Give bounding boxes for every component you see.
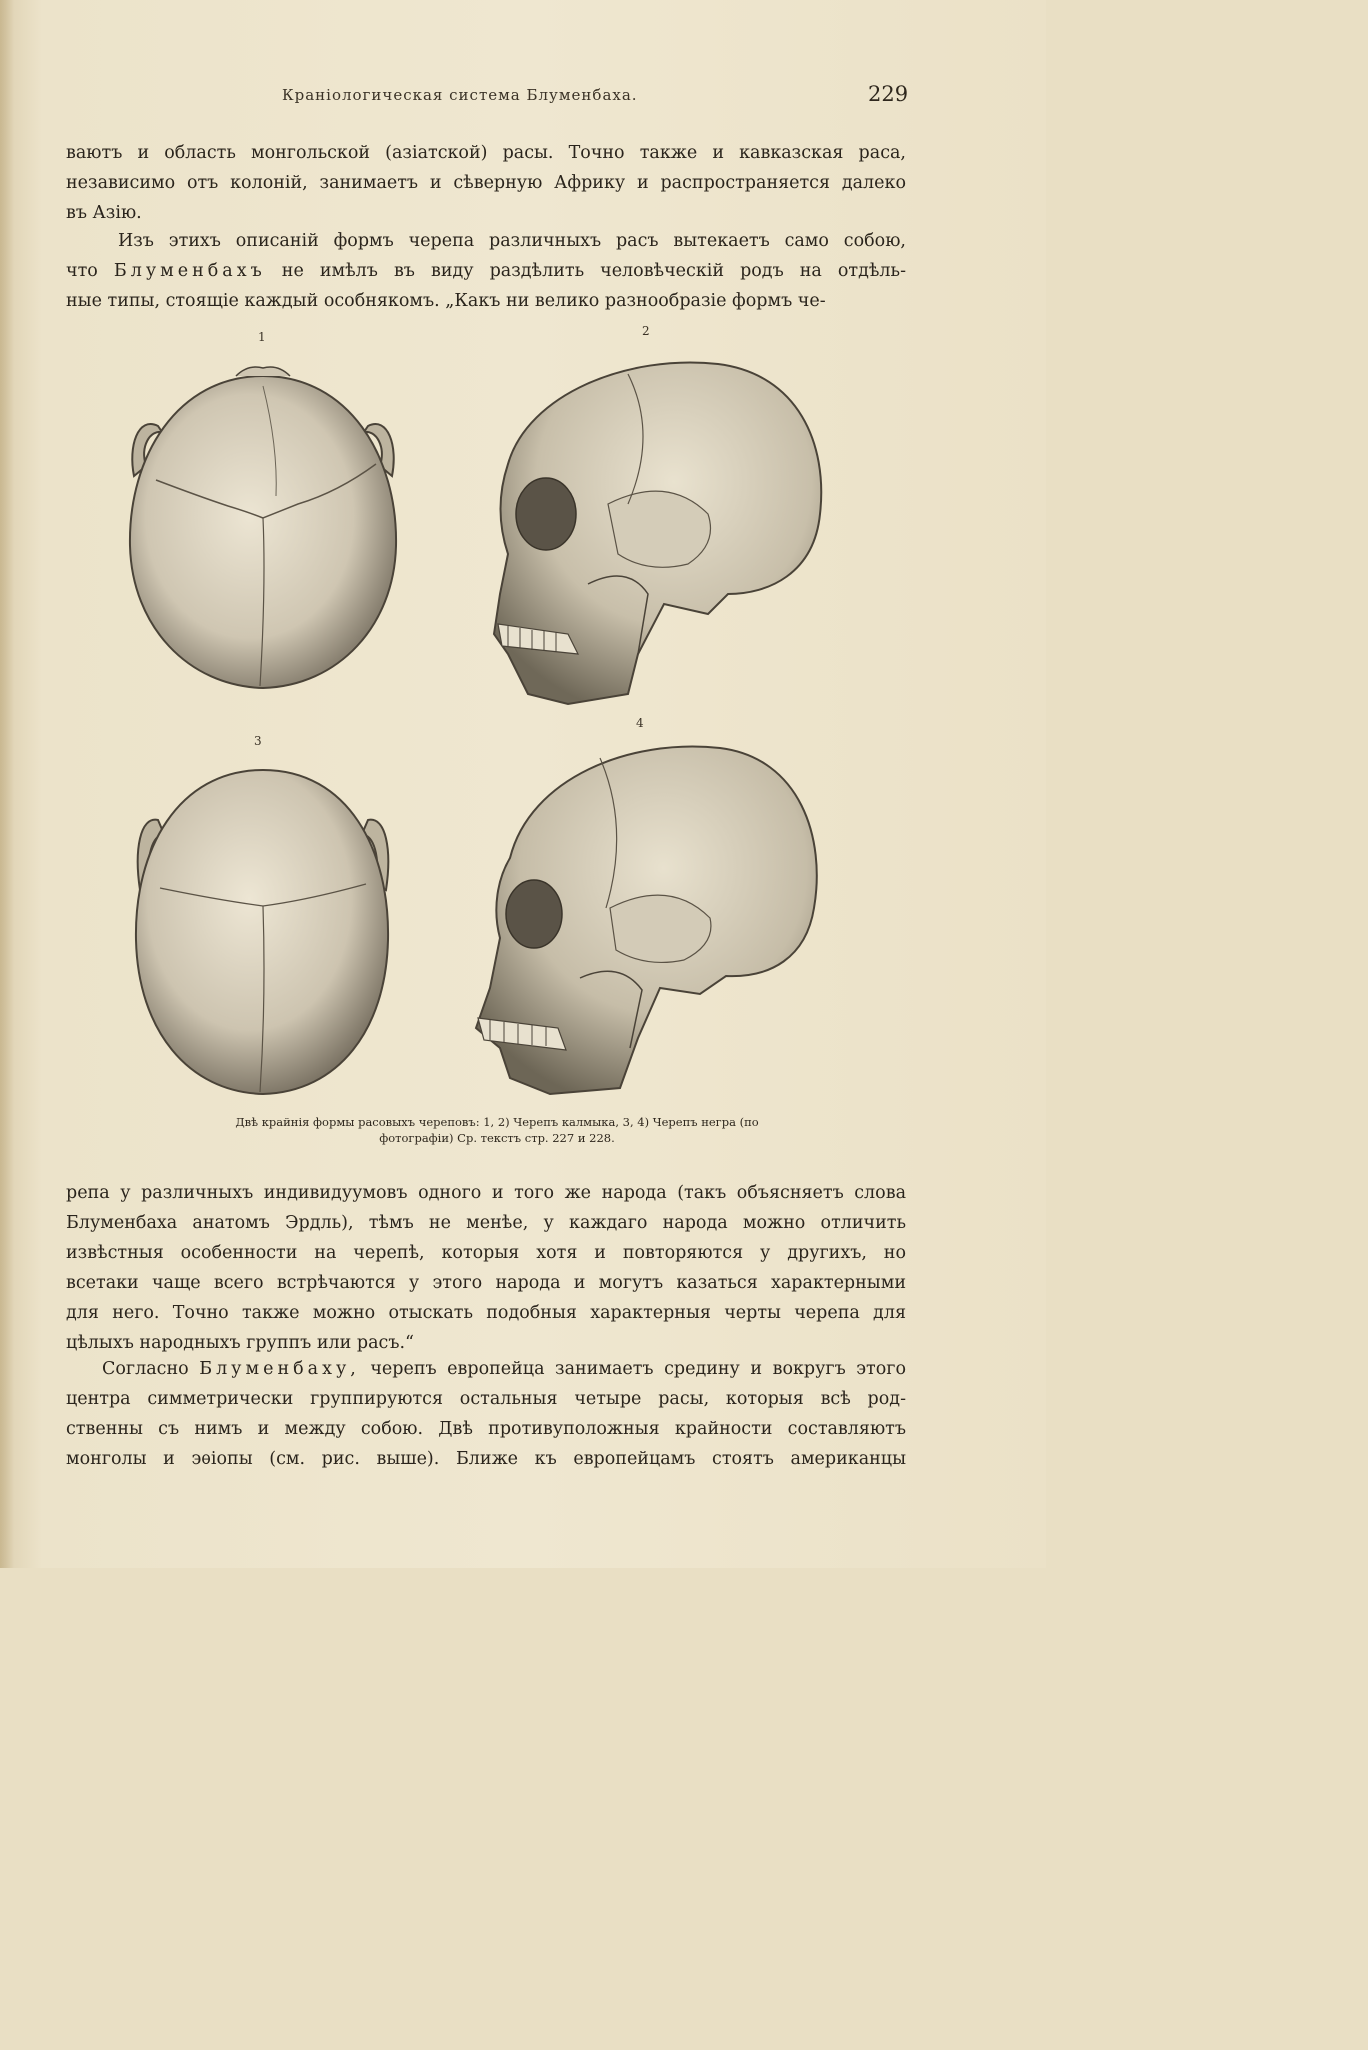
running-head: Краніологическая система Блуменбаха. (282, 86, 638, 104)
text-fragment: не имѣлъ въ виду раздѣлить человѣческій родъ на отдѣль- (281, 261, 906, 281)
author-name-spaced: Блуменбаху, (199, 1359, 360, 1379)
text-line: въ Азію. (66, 203, 142, 223)
text-line: всетаки чаще всего встрѣчаются у этого народа и могутъ казаться характерными (66, 1273, 906, 1293)
skull-illustration-3-top-view (128, 760, 398, 1100)
figure-number-1: 1 (258, 330, 266, 344)
paragraph-top-2 (66, 226, 906, 316)
figure-number-2: 2 (642, 324, 650, 338)
caption-line: Двѣ крайнія формы расовыхъ череповъ: 1, 2) Черепъ калмыка, 3, 4) Черепъ негра (по (235, 1115, 759, 1129)
text-line: центра симметрически группируются остальныя четыре расы, которыя всѣ род- (66, 1389, 906, 1409)
text-line: цѣлыхъ народныхъ группъ или расъ.“ (66, 1333, 414, 1353)
text-line: для него. Точно также можно отыскать подобныя характерныя черты черепа для (66, 1303, 906, 1323)
skull-illustration-4-side-view (470, 738, 830, 1108)
paragraph-bottom-1 (66, 1178, 906, 1358)
paragraph-top-1 (66, 138, 906, 228)
skull-illustration-2-side-view (488, 354, 828, 724)
text-line: Изъ этихъ описаній формъ черепа различныхъ расъ вытекаетъ само собою, (118, 231, 906, 251)
figure-caption (112, 1114, 882, 1146)
caption-line: фотографіи) Ср. текстъ стр. 227 и 228. (379, 1131, 615, 1145)
text-line: ственны съ нимъ и между собою. Двѣ противуположныя крайности составляютъ (66, 1419, 906, 1439)
text-fragment: что (66, 261, 98, 281)
text-line: Блуменбаха анатомъ Эрдль), тѣмъ не менѣе, у каждаго народа можно отличить (66, 1213, 906, 1233)
text-fragment: Согласно (102, 1359, 189, 1379)
text-line: монголы и эѳіопы (см. рис. выше). Ближе къ европейцамъ стоятъ американцы (66, 1449, 906, 1469)
text-line: ные типы, стоящіе каждый особнякомъ. „Какъ ни велико разнообразіе формъ че- (66, 291, 826, 311)
paragraph-bottom-2 (66, 1354, 906, 1474)
binding-edge (0, 0, 14, 1568)
skull-illustration-1-top-view (118, 356, 408, 696)
text-line: репа у различныхъ индивидуумовъ одного и того же народа (такъ объясняетъ слова (66, 1183, 906, 1203)
text-fragment: черепъ европейца занимаетъ средину и вокругъ этого (370, 1359, 906, 1379)
text-line (66, 1354, 906, 1384)
text-line (66, 256, 906, 286)
page-number: 229 (868, 82, 909, 106)
figure-number-4: 4 (636, 716, 644, 730)
text-line: извѣстныя особенности на черепѣ, которыя хотя и повторяются у другихъ, но (66, 1243, 906, 1263)
author-name-spaced: Блуменбахъ (113, 261, 266, 281)
figure-number-3: 3 (254, 734, 262, 748)
text-line: независимо отъ колоній, занимаетъ и сѣверную Африку и распространяется далеко (66, 173, 906, 193)
text-line: ваютъ и область монгольской (азіатской) расы. Точно также и кавказская раса, (66, 143, 906, 163)
